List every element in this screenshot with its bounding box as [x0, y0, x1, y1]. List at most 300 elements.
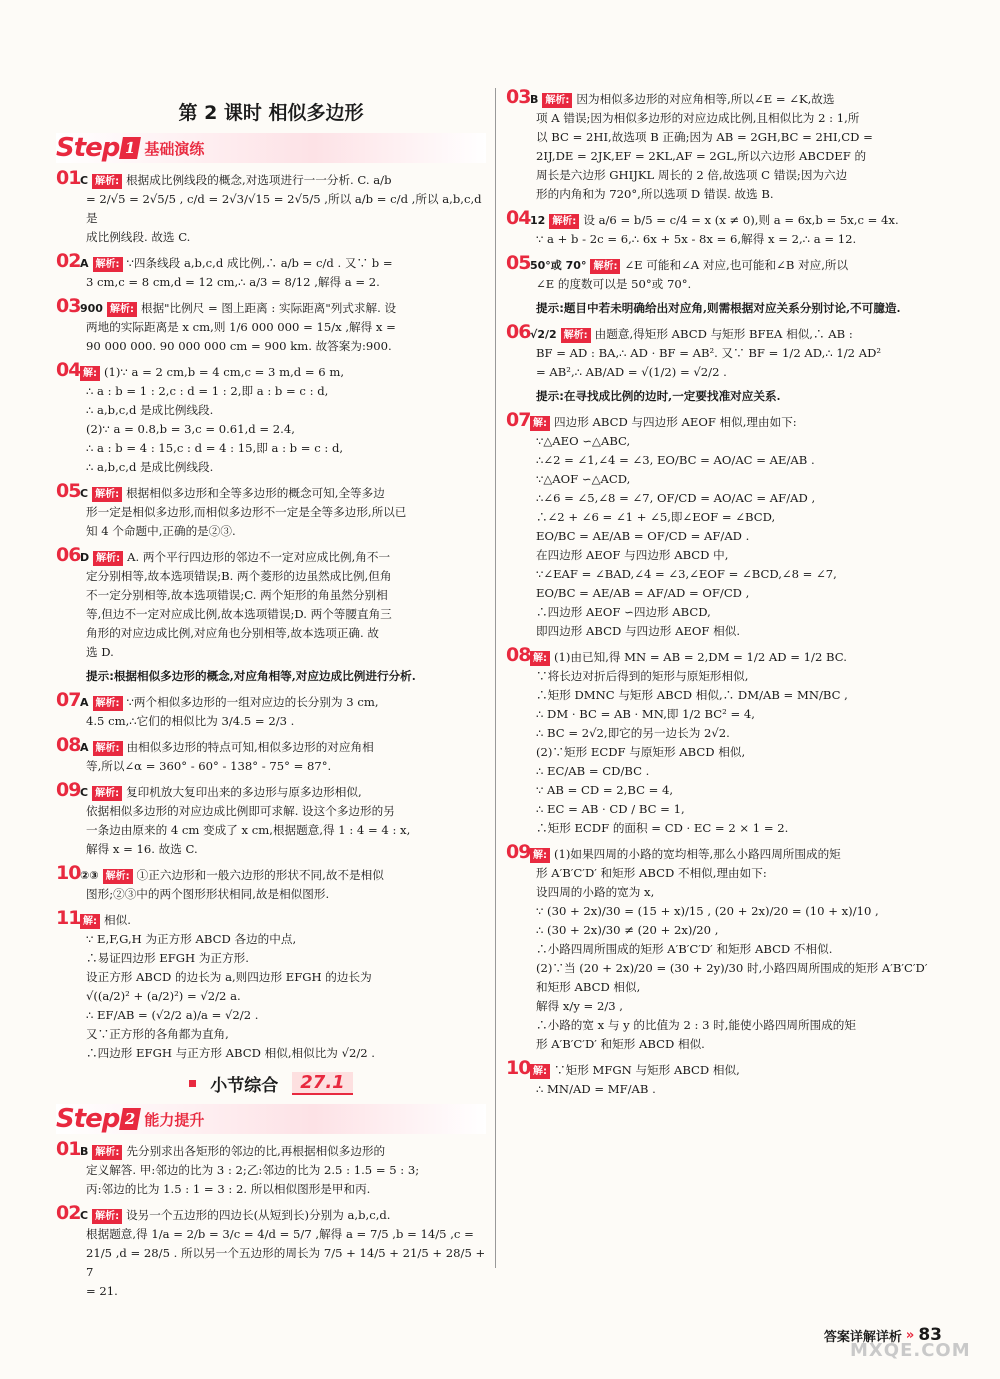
answer-line	[506, 363, 936, 382]
answer-item	[506, 88, 936, 204]
answer-line	[56, 624, 486, 643]
answer-line	[56, 930, 486, 949]
answer-text: A. 两个平行四边形的邻边不一定对应成比例,角不一	[127, 550, 391, 564]
answer-text: 成比例线段. 故选 C.	[86, 230, 191, 244]
answer-text: 根据相似多边形和全等多边形的概念可知,全等多边	[126, 486, 385, 500]
answer-text: ∴ DM · BC = AB · MN,即 1/2 BC² = 4,	[536, 707, 755, 721]
answer-text: 依据相似多边形的对应边成比例即可求解. 设这个多边形的另	[86, 804, 395, 818]
left-column	[56, 88, 486, 1306]
answer-text: ∴ a,b,c,d 是成比例线段.	[86, 460, 214, 474]
answer-choice: A	[80, 741, 89, 754]
answer-line	[56, 252, 486, 273]
answer-item	[56, 691, 486, 731]
answer-line	[506, 344, 936, 363]
answer-line	[506, 470, 936, 489]
answer-choice: C	[80, 1209, 89, 1222]
answer-text: (2)∵矩形 ECDF 与原矩形 ABCD 相似,	[536, 745, 746, 759]
answer-line	[56, 605, 486, 624]
analysis-tag: 解:	[530, 1064, 550, 1079]
answer-text: ∴ EF/AB = (√2/2 a)/a = √2/2 .	[86, 1008, 259, 1022]
answer-line	[506, 781, 936, 800]
question-number: 09	[56, 779, 81, 801]
answer-text: 一条边由原来的 4 cm 变成了 x cm,根据题意,得 1 : 4 = 4 : x,	[86, 823, 411, 837]
answer-text: ∵四条线段 a,b,c,d 成比例,∴ a/b = c/d . 又∵ b =	[126, 256, 393, 270]
step-logo: Step	[56, 1104, 120, 1134]
question-number: 05	[506, 252, 531, 274]
analysis-tag: 解析:	[92, 1209, 122, 1224]
answer-text: 以 BC = 2HI,故选项 B 正确;因为 AB = 2GH,BC = 2HI,CD =	[536, 130, 873, 144]
answer-text: 由相似多边形的特点可知,相似多边形的对应角相	[126, 740, 374, 754]
answer-text: 设正方形 ABCD 的边长为 a,则四边形 EFGH 的边长为	[86, 970, 372, 984]
answer-item	[56, 169, 486, 247]
answer-line	[506, 705, 936, 724]
analysis-tag: 解析:	[93, 257, 123, 272]
answer-text: 定分别相等,故本选项错误;B. 两个菱形的边虽然成比例,但角	[86, 569, 392, 583]
answer-text: ∴∠2 = ∠1,∠4 = ∠3, EO/BC = AO/AC = AE/AB .	[536, 453, 815, 467]
answer-text: 根据题意,得 1/a = 2/b = 3/c = 4/d = 5/7 ,解得 a = 7/5 ,b = 14/5 ,c =	[86, 1227, 474, 1241]
answer-text: ∴∠2 + ∠6 = ∠1 + ∠5,即∠EOF = ∠BCD,	[536, 510, 776, 524]
answer-line	[506, 565, 936, 584]
section-header	[56, 1071, 486, 1096]
hint-text: 根据相似多边形的概念,对应角相等,对应边成比例进行分析.	[113, 669, 416, 683]
step-label: 能力提升	[144, 1110, 205, 1129]
answer-text: 角形的对应边成比例,对应角也分别相等,故本选项正确. 故	[86, 626, 379, 640]
answer-line	[56, 318, 486, 337]
analysis-tag: 解析:	[93, 696, 123, 711]
answer-text: = 21.	[86, 1284, 118, 1298]
answer-line	[506, 997, 936, 1016]
answer-line	[56, 1244, 486, 1282]
answer-text: 解得 x/y = 2/3 ,	[536, 999, 623, 1013]
answer-item	[56, 482, 486, 541]
answer-line	[506, 883, 936, 902]
answer-text: 21/5 ,d = 28/5 . 所以另一个五边形的周长为 7/5 + 14/5 + 21/5 + 28/5 + 7	[86, 1246, 486, 1279]
answer-text: 3 cm,c = 8 cm,d = 12 cm,∴ a/3 = 8/12 ,解得 a = 2.	[86, 275, 380, 289]
answer-text: 等,但边不一定对应成比例,故本选项错误;D. 两个等腰直角三	[86, 607, 392, 621]
answer-line	[506, 843, 936, 864]
answer-text: √((a/2)² + (a/2)²) = √2/2 a.	[86, 989, 241, 1003]
answer-text: 因为相似多边形的对应角相等,所以∠E = ∠K,故选	[576, 92, 835, 106]
analysis-tag: 解析:	[549, 214, 579, 229]
hint-note	[86, 667, 486, 685]
answer-line	[56, 987, 486, 1006]
answer-text: ∴矩形 DMNC 与矩形 ABCD 相似,∴ DM/AB = MN/BC ,	[536, 688, 848, 702]
answer-line	[506, 166, 936, 185]
answer-text: ∴ MN/AD = MF/AB .	[536, 1082, 656, 1096]
answer-line	[506, 902, 936, 921]
answer-text: ∵两个相似多边形的一组对应边的长分别为 3 cm,	[126, 695, 379, 709]
answer-line	[56, 546, 486, 567]
question-number: 08	[506, 644, 531, 666]
answer-line	[56, 864, 486, 885]
question-number: 02	[56, 1202, 81, 1224]
question-number: 07	[56, 689, 81, 711]
answer-text: 又∵正方形的各角都为直角,	[86, 1027, 229, 1041]
answer-line	[506, 686, 936, 705]
question-number: 01	[56, 1138, 81, 1160]
analysis-tag: 解析:	[92, 487, 122, 502]
answer-text: 根据"比例尺 = 图上距离 : 实际距离"列式求解. 设	[140, 301, 397, 315]
answer-text: 项 A 错误;因为相似多边形的对应边成比例,且相似比为 2 : 1,所	[536, 111, 860, 125]
answer-text: 解得 x = 16. 故选 C.	[86, 842, 198, 856]
answer-text: 两地的实际距离是 x cm,则 1/6 000 000 = 15/x ,解得 x =	[86, 320, 396, 334]
answer-item	[56, 781, 486, 859]
answer-text: 形 A′B′C′D′ 和矩形 ABCD 不相似,理由如下:	[536, 866, 767, 880]
answer-choice: C	[80, 174, 89, 187]
answer-line	[506, 743, 936, 762]
analysis-tag: 解析:	[590, 259, 620, 274]
answer-line	[56, 1025, 486, 1044]
answer-text: 等,所以∠α = 360° - 60° - 138° - 75° = 87°.	[86, 759, 332, 773]
answer-line	[506, 1016, 936, 1035]
answer-text: ∴ EC/AB = CD/BC .	[536, 764, 650, 778]
answer-line	[56, 1006, 486, 1025]
answer-line	[56, 1225, 486, 1244]
answer-text: ①正六边形和一般六边形的形状不同,故不是相似	[136, 868, 384, 882]
answer-line	[56, 361, 486, 382]
answer-line	[506, 959, 936, 978]
answer-line	[56, 297, 486, 318]
answer-line	[56, 228, 486, 247]
answer-text: ∴小路四周所围成的矩形 A′B′C′D′ 和矩形 ABCD 不相似.	[536, 942, 833, 956]
question-number: 05	[56, 480, 81, 502]
answer-line	[56, 840, 486, 859]
answer-line	[506, 451, 936, 470]
answer-item	[56, 1204, 486, 1301]
answer-text: ∴ BC = 2√2,即它的另一边长为 2√2.	[536, 726, 730, 740]
question-number: 06	[506, 321, 531, 343]
answer-choice: B	[80, 1145, 89, 1158]
answer-item	[506, 1059, 936, 1099]
question-number: 04	[506, 207, 531, 229]
question-number: 03	[56, 295, 81, 317]
answer-text: 定义解答. 甲:邻边的比为 3 : 2;乙:邻边的比为 2.5 : 1.5 = 5 : 3;	[86, 1163, 420, 1177]
answer-choice: 900	[80, 302, 103, 315]
answer-line	[56, 1161, 486, 1180]
answer-text: 即四边形 ABCD 与四边形 AEOF 相似.	[536, 624, 741, 638]
answer-line	[56, 643, 486, 662]
answer-choice: √2/2	[530, 328, 557, 341]
answer-text: = 2/√5 = 2√5/5 , c/d = 2√3/√15 = 2√5/5 ,所以 a/b = c/d ,所以 a,b,c,d 是	[86, 192, 482, 225]
answer-line	[56, 439, 486, 458]
answer-line	[506, 1080, 936, 1099]
answer-line	[506, 646, 936, 667]
analysis-tag: 解:	[530, 416, 550, 431]
page-title: 第 2 课时 相似多边形	[178, 102, 364, 124]
answer-text: ∵△AOF ∽△ACD,	[536, 472, 631, 486]
analysis-tag: 解析:	[92, 786, 122, 801]
left-answers	[56, 169, 486, 1063]
answer-text: ∴矩形 ECDF 的面积 = CD · EC = 2 × 1 = 2.	[536, 821, 789, 835]
hint-label: 提示:	[536, 389, 564, 403]
answer-item	[506, 411, 936, 641]
answer-text: (1)由已知,得 MN = AB = 2,DM = 1/2 AD = 1/2 BC.	[554, 650, 847, 664]
answer-line	[56, 909, 486, 930]
step-2-header	[56, 1104, 486, 1134]
answer-text: ∵ a + b - 2c = 6,∴ 6x + 5x - 8x = 6,解得 x = 2,∴ a = 12.	[536, 232, 857, 246]
answer-line	[56, 1044, 486, 1063]
answer-line	[506, 819, 936, 838]
question-number: 01	[56, 167, 81, 189]
answer-text: 设四周的小路的宽为 x,	[536, 885, 655, 899]
step-number: 1	[119, 137, 141, 159]
answer-item	[56, 736, 486, 776]
answer-text: ∴四边形 AEOF ∽四边形 ABCD,	[536, 605, 711, 619]
right-answers	[506, 88, 936, 1099]
answer-line	[506, 724, 936, 743]
watermark: MXQE.COM	[850, 1340, 971, 1361]
step-number: 2	[119, 1108, 141, 1130]
answer-text: 形的内角和为 720°,所以选项 D 错误. 故选 B.	[536, 187, 774, 201]
answer-text: (2)∵当 (20 + 2x)/20 = (30 + 2y)/30 时,小路四周所围成的矩形 A′B′C′D′	[536, 961, 928, 975]
answer-choice: 50°或 70°	[530, 259, 587, 272]
answer-text: ∵将长边对折后得到的矩形与原矩形相似,	[536, 669, 749, 683]
answer-line	[56, 1180, 486, 1199]
analysis-tag: 解析:	[93, 741, 123, 756]
footer-label: 答案详解详析	[823, 1329, 902, 1345]
answer-item	[506, 254, 936, 294]
answer-line	[56, 567, 486, 586]
answer-text: 先分别求出各矩形的邻边的比,再根据相似多边形的	[126, 1144, 386, 1158]
answer-line	[506, 489, 936, 508]
step-1-header	[56, 133, 486, 163]
step-logo: Step	[56, 133, 120, 163]
hint-label: 提示:	[536, 301, 564, 315]
answer-choice: A	[80, 696, 89, 709]
answer-line	[56, 190, 486, 228]
question-number: 07	[506, 409, 531, 431]
answer-line	[506, 921, 936, 940]
answer-text: ∴ a : b = 1 : 2,c : d = 1 : 2,即 a : b = c : d,	[86, 384, 329, 398]
question-number: 03	[506, 86, 531, 108]
answer-line	[506, 432, 936, 451]
answer-text: ∴∠6 = ∠5,∠8 = ∠7, OF/CD = AO/AC = AF/AD ,	[536, 491, 816, 505]
answer-text: ∠E 的度数可以是 50°或 70°.	[536, 277, 692, 291]
answer-item	[506, 646, 936, 838]
answer-item	[56, 252, 486, 292]
answer-line	[56, 968, 486, 987]
answer-item	[506, 209, 936, 249]
right-column	[506, 88, 936, 1104]
question-number: 04	[56, 359, 81, 381]
answer-line	[506, 1059, 936, 1080]
answer-line	[506, 527, 936, 546]
answer-text: 形一定是相似多边形,而相似多边形不一定是全等多边形,所以已	[86, 505, 407, 519]
answer-text: ∵ (30 + 2x)/30 = (15 + x)/15 , (20 + 2x)/20 = (10 + x)/10 ,	[536, 904, 879, 918]
question-number: 02	[56, 250, 81, 272]
answer-line	[56, 273, 486, 292]
answer-line	[506, 128, 936, 147]
section-name: 小节综合	[210, 1076, 279, 1096]
answer-text: ∵矩形 MFGN 与矩形 ABCD 相似,	[554, 1063, 740, 1077]
answer-line	[56, 458, 486, 477]
answer-line	[506, 940, 936, 959]
answer-text: 和矩形 ABCD 相似,	[536, 980, 641, 994]
answer-line	[506, 109, 936, 128]
answer-choice: ②③	[80, 869, 99, 882]
answer-item	[506, 323, 936, 382]
answer-text: ∠E 可能和∠A 对应,也可能和∠B 对应,所以	[624, 258, 849, 272]
answer-line	[56, 169, 486, 190]
answer-line	[56, 1140, 486, 1161]
answer-line	[506, 667, 936, 686]
left-answers-2	[56, 1140, 486, 1301]
answer-text: ∴ a : b = 4 : 15,c : d = 4 : 15,即 a : b = c : d,	[86, 441, 344, 455]
answer-text: (1)如果四周的小路的宽均相等,那么小路四周所围成的矩	[554, 847, 841, 861]
answer-line	[56, 802, 486, 821]
hint-note	[536, 387, 936, 405]
step-label: 基础演练	[144, 139, 205, 158]
answer-line	[506, 622, 936, 641]
analysis-tag: 解析:	[93, 551, 123, 566]
answer-text: 根据成比例线段的概念,对选项进行一一分析. C. a/b	[126, 173, 392, 187]
answer-text: 四边形 ABCD 与四边形 AEOF 相似,理由如下:	[554, 415, 797, 429]
answer-text: 4.5 cm,∴它们的相似比为 3/4.5 = 2/3 .	[86, 714, 295, 728]
question-number: 11	[56, 907, 81, 929]
answer-item	[56, 546, 486, 662]
answer-text: EO/BC = AE/AB = AF/AD = OF/CD ,	[536, 586, 750, 600]
answer-line	[56, 482, 486, 503]
analysis-tag: 解:	[80, 914, 100, 929]
answer-line	[56, 401, 486, 420]
question-number: 06	[56, 544, 81, 566]
analysis-tag: 解析:	[103, 869, 133, 884]
answer-text: 设另一个五边形的四边长(从短到长)分别为 a,b,c,d.	[126, 1208, 391, 1222]
answer-line	[506, 978, 936, 997]
answer-text: ∵ AB = CD = 2,BC = 4,	[536, 783, 674, 797]
page-number: 83	[918, 1325, 942, 1345]
answer-text: 2IJ,DE = 2JK,EF = 2KL,AF = 2GL,所以六边形 ABCDEF 的	[536, 149, 867, 163]
question-number: 08	[56, 734, 81, 756]
answer-line	[506, 762, 936, 781]
hint-text: 在寻找成比例的边时,一定要找准对应关系.	[563, 389, 781, 403]
question-number: 09	[506, 841, 531, 863]
analysis-tag: 解:	[80, 366, 100, 381]
answer-line	[56, 382, 486, 401]
answer-line	[56, 522, 486, 541]
answer-text: BF = AD : BA,∴ AD · BF = AB². 又∵ BF = 1/2 AD,∴ 1/2 AD²	[536, 346, 882, 360]
answer-text: 丙:邻边的比为 1.5 : 1 = 3 : 2. 所以相似图形是甲和丙.	[86, 1182, 371, 1196]
answer-line	[56, 949, 486, 968]
answer-line	[506, 275, 936, 294]
answer-line	[56, 1282, 486, 1301]
analysis-tag: 解析:	[542, 93, 572, 108]
answer-text: 不一定分别相等,故本选项错误;C. 两个矩形的角虽然分别相	[86, 588, 388, 602]
answer-item	[56, 909, 486, 1063]
answer-line	[506, 230, 936, 249]
answer-item	[56, 361, 486, 477]
answer-line	[506, 546, 936, 565]
answer-text: ∵△AEO ∽△ABC,	[536, 434, 631, 448]
answer-line	[506, 864, 936, 883]
answer-text: (1)∵ a = 2 cm,b = 4 cm,c = 3 m,d = 6 m,	[104, 365, 345, 379]
answer-text: ∴ EC = AB · CD / BC = 1,	[536, 802, 685, 816]
question-number: 10	[56, 862, 81, 884]
answer-text: ∴小路的宽 x 与 y 的比值为 2 : 3 时,能使小路四周所围成的矩	[536, 1018, 856, 1032]
answer-text: 设 a/6 = b/5 = c/4 = x (x ≠ 0),则 a = 6x,b = 5x,c = 4x.	[583, 213, 899, 227]
answer-line	[506, 1035, 936, 1054]
answer-text: 由题意,得矩形 ABCD 与矩形 BFEA 相似,∴ AB :	[594, 327, 853, 341]
analysis-tag: 解析:	[561, 328, 591, 343]
answer-text: = AB²,∴ AB/AD = √(1/2) = √2/2 .	[536, 365, 727, 379]
column-divider	[495, 88, 496, 1268]
answer-choice: D	[80, 551, 90, 564]
answer-text: ∵∠EAF = ∠BAD,∠4 = ∠3,∠EOF = ∠BCD,∠8 = ∠7,	[536, 567, 837, 581]
answer-item	[56, 1140, 486, 1199]
answer-line	[506, 411, 936, 432]
answer-item	[56, 297, 486, 356]
answer-item	[56, 864, 486, 904]
answer-text: 选 D.	[86, 645, 114, 659]
answer-line	[506, 185, 936, 204]
answer-text: ∴ a,b,c,d 是成比例线段.	[86, 403, 214, 417]
hint-text: 题目中若未明确给出对应角,则需根据对应关系分别讨论,不可臆造.	[563, 301, 901, 315]
answer-text: 图形;②③中的两个图形形状相同,故是相似图形.	[86, 887, 330, 901]
answer-line	[506, 147, 936, 166]
answer-text: ∴易证四边形 EFGH 为正方形.	[86, 951, 249, 965]
answer-line	[56, 337, 486, 356]
answer-choice: 12	[530, 214, 546, 227]
answer-line	[506, 254, 936, 275]
answer-text: ∵ E,F,G,H 为正方形 ABCD 各边的中点,	[86, 932, 297, 946]
analysis-tag: 解:	[530, 848, 550, 863]
answer-line	[506, 209, 936, 230]
answer-text: 形 A′B′C′D′ 和矩形 ABCD 相似.	[536, 1037, 705, 1051]
answer-line	[56, 420, 486, 439]
answer-line	[56, 736, 486, 757]
answer-line	[56, 503, 486, 522]
answer-choice: C	[80, 487, 89, 500]
hint-label: 提示:	[86, 669, 114, 683]
answer-text: 相似.	[104, 913, 131, 927]
answer-choice: B	[530, 93, 539, 106]
analysis-tag: 解析:	[107, 302, 137, 317]
answer-line	[56, 821, 486, 840]
answer-text: 在四边形 AEOF 与四边形 ABCD 中,	[536, 548, 729, 562]
answer-text: 90 000 000. 90 000 000 cm = 900 km. 故答案为:900.	[86, 339, 392, 353]
answer-line	[506, 603, 936, 622]
answer-text: 知 4 个命题中,正确的是②③.	[86, 524, 236, 538]
answer-text: 复印机放大复印出来的多边形与原多边形相似,	[126, 785, 362, 799]
answer-line	[56, 885, 486, 904]
answer-line	[56, 781, 486, 802]
answer-line	[506, 88, 936, 109]
answer-line	[56, 586, 486, 605]
answer-line	[506, 800, 936, 819]
answer-text: ∴四边形 EFGH 与正方形 ABCD 相似,相似比为 √2/2 .	[86, 1046, 375, 1060]
double-chevron-icon: »	[905, 1327, 915, 1343]
answer-text: (2)∵ a = 0.8,b = 3,c = 0.61,d = 2.4,	[86, 422, 295, 436]
analysis-tag: 解析:	[92, 174, 122, 189]
analysis-tag: 解:	[530, 651, 550, 666]
answer-choice: C	[80, 786, 89, 799]
section-bullet-icon	[189, 1080, 196, 1087]
answer-line	[506, 508, 936, 527]
answer-choice: A	[80, 257, 89, 270]
section-badge: 27.1	[292, 1072, 352, 1095]
answer-line	[56, 691, 486, 712]
answer-line	[56, 1204, 486, 1225]
question-number: 10	[506, 1057, 531, 1079]
answer-text: 周长是六边形 GHIJKL 周长的 2 倍,故选项 C 错误;因为六边	[536, 168, 848, 182]
answer-text: ∴ (30 + 2x)/30 ≠ (20 + 2x)/20 ,	[536, 923, 719, 937]
answer-text: EO/BC = AE/AB = OF/CD = AF/AD .	[536, 529, 750, 543]
answer-item	[506, 843, 936, 1054]
analysis-tag: 解析:	[92, 1145, 122, 1160]
answer-line	[56, 712, 486, 731]
hint-note	[536, 299, 936, 317]
answer-line	[506, 584, 936, 603]
